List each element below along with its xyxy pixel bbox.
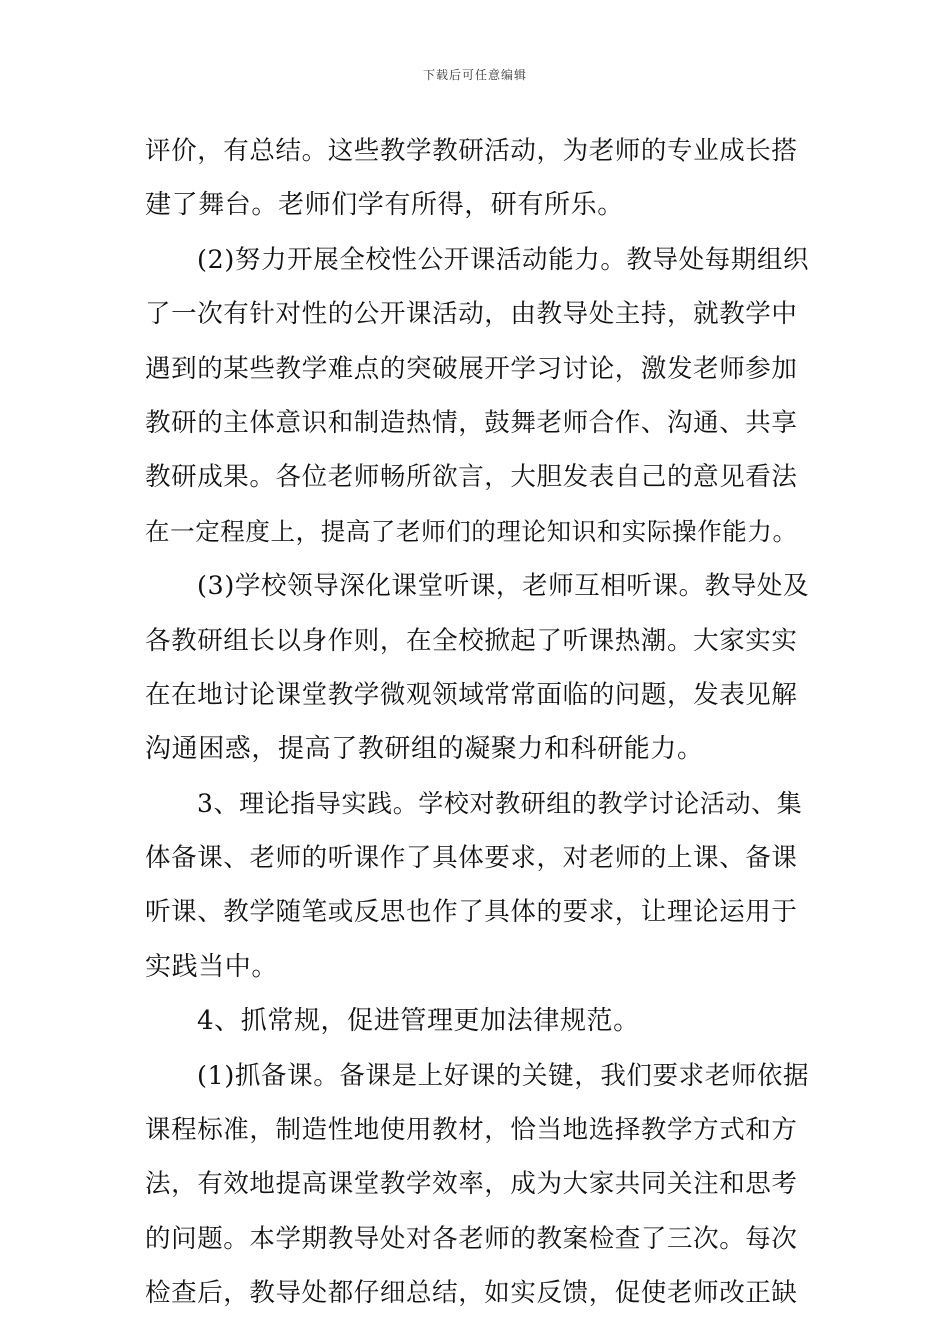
text-line: 实践当中。 [145, 951, 279, 982]
text-line: 了一次有针对性的公开课活动，由教导处主持，就教学中 [145, 299, 798, 330]
text-line: (3)学校领导深化课堂听课，老师互相听课。教导处及 [197, 571, 810, 602]
header-note: 下载后可任意编辑 [422, 68, 527, 82]
body-text [145, 124, 810, 1321]
text-line: 听课、教学随笔或反思也作了具体的要求，让理论运用于 [145, 897, 798, 928]
text-line: 检查后，教导处都仔细总结，如实反馈，促使老师改正缺 [145, 1278, 798, 1309]
text-line: 各教研组长以身作则，在全校掀起了听课热潮。大家实实 [145, 625, 798, 656]
text-line: 法，有效地提高课堂教学效率，成为大家共同关注和思考 [145, 1169, 798, 1200]
text-line: 在在地讨论课堂教学微观领域常常面临的问题，发表见解 [145, 679, 798, 710]
text-line: 3、理论指导实践。学校对教研组的教学讨论活动、集 [197, 788, 803, 818]
text-line: 遇到的某些教学难点的突破展开学习讨论，激发老师参加 [145, 353, 798, 384]
text-line: 教研成果。各位老师畅所欲言，大胆发表自己的意见看法 [145, 462, 798, 493]
text-line: 教研的主体意识和制造热情，鼓舞老师合作、沟通、共享 [145, 407, 798, 438]
text-line: 评价，有总结。这些教学教研活动，为老师的专业成长搭 [145, 136, 798, 166]
text-line: 沟通困惑，提高了教研组的凝聚力和科研能力。 [145, 734, 704, 765]
text-line: 的问题。本学期教导处对各老师的教案检查了三次。每次 [145, 1223, 798, 1254]
text-line: 体备课、老师的听课作了具体要求，对老师的上课、备课 [145, 843, 798, 874]
text-line: 4、抓常规，促进管理更加法律规范。 [197, 1006, 640, 1037]
text-line: 建了舞台。老师们学有所得，研有所乐。 [145, 190, 624, 221]
text-line: 课程标准，制造性地使用教材，恰当地选择教学方式和方 [145, 1115, 798, 1146]
text-line: (2)努力开展全校性公开课活动能力。教导处每期组织 [197, 244, 810, 275]
text-line: 在一定程度上，提高了老师们的理论知识和实际操作能力。 [145, 516, 798, 546]
text-line: (1)抓备课。备课是上好课的关键，我们要求老师依据 [197, 1060, 810, 1091]
